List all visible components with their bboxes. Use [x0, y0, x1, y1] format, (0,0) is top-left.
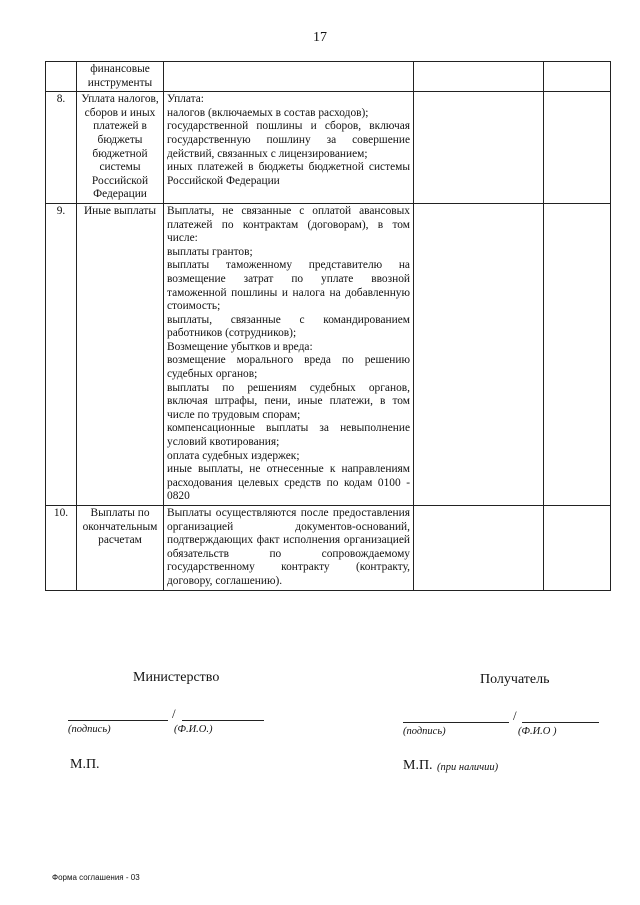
empty-cell	[544, 92, 611, 204]
description-line: Возмещение убытков и вреда:	[167, 340, 313, 353]
recipient-slash: /	[513, 708, 517, 723]
description-line: Выплаты, не связанные с оплатой авансовых платежей по контрактам (договорам), в том числе:	[167, 204, 410, 245]
row-number: 8.	[46, 92, 77, 204]
empty-cell	[414, 506, 544, 591]
description-line: возмещение морального вреда по решению судебных органов;	[167, 354, 410, 381]
description-line: Уплата:	[167, 93, 204, 106]
recipient-name-hint: (Ф.И.О )	[518, 726, 557, 737]
row-title: финансовые инструменты	[77, 62, 164, 92]
empty-cell	[414, 62, 544, 92]
description-line: государственной пошлины и сборов, включая государственную пошлину за совершение действий, связанных с лицензированием;	[167, 120, 410, 160]
ministry-name-line	[182, 720, 264, 721]
description-line: выплаты таможенному представителю на возмещение затрат по уплате ввозной таможенной пошлины и налога на добавленную стоимость;	[167, 259, 410, 313]
recipient-name-line	[522, 722, 599, 723]
row-description	[164, 62, 414, 92]
table-row	[46, 203, 611, 505]
row-number	[46, 62, 77, 92]
table-row	[46, 92, 611, 204]
row-title: Иные выплаты	[77, 203, 164, 505]
table-row	[46, 506, 611, 591]
description-line: выплаты, связанные с командированием работников (сотрудников);	[167, 313, 410, 340]
row-number: 10.	[46, 506, 77, 591]
row-description	[164, 506, 414, 591]
empty-cell	[414, 92, 544, 204]
ministry-stamp: М.П.	[70, 757, 100, 772]
description-line: выплаты по решениям судебных органов, включая штрафы, пени, иные платежи, в том числе по трудовым спорам;	[167, 381, 410, 421]
row-description	[164, 203, 414, 505]
row-number: 9.	[46, 203, 77, 505]
description-line: Выплаты осуществляются после предоставления организацией документов-оснований, подтверждающих факт исполнения организацией обязательств по сопровождаемому государственному контракту (контракту, договору, соглашению).	[167, 507, 410, 587]
empty-cell	[544, 62, 611, 92]
recipient-stamp: М.П.	[403, 758, 433, 773]
row-description	[164, 92, 414, 204]
table-row	[46, 62, 611, 92]
ministry-title: Министерство	[133, 670, 220, 685]
form-footer: Форма соглашения - 03	[52, 873, 140, 882]
ministry-name-hint: (Ф.И.О.)	[174, 724, 213, 735]
recipient-stamp-note: (при наличии)	[437, 762, 499, 773]
empty-cell	[544, 203, 611, 505]
page-number: 17	[313, 30, 327, 45]
ministry-signature-line	[68, 720, 168, 721]
row-title: Уплата налогов, сборов и иных платежей в бюджеты бюджетной системы Российской Федерации	[77, 92, 164, 204]
description-line: иные выплаты, не отнесенные к направлениям расходования целевых средств по кодам 0100 - 0820	[167, 463, 410, 503]
description-line: налогов (включаемых в состав расходов);	[167, 106, 369, 119]
description-line: выплаты грантов;	[167, 245, 253, 258]
ministry-signature-hint: (подпись)	[68, 724, 111, 735]
payments-table	[45, 61, 611, 591]
description-line: оплата судебных издержек;	[167, 449, 300, 462]
recipient-title: Получатель	[480, 672, 550, 687]
ministry-slash: /	[172, 706, 176, 721]
row-title: Выплаты по окончательным расчетам	[77, 506, 164, 591]
empty-cell	[544, 506, 611, 591]
description-line: иных платежей в бюджеты бюджетной системы Российской Федерации	[167, 161, 410, 187]
recipient-signature-hint: (подпись)	[403, 726, 446, 737]
empty-cell	[414, 203, 544, 505]
description-line: компенсационные выплаты за невыполнение условий квотирования;	[167, 422, 410, 449]
recipient-signature-line	[403, 722, 509, 723]
